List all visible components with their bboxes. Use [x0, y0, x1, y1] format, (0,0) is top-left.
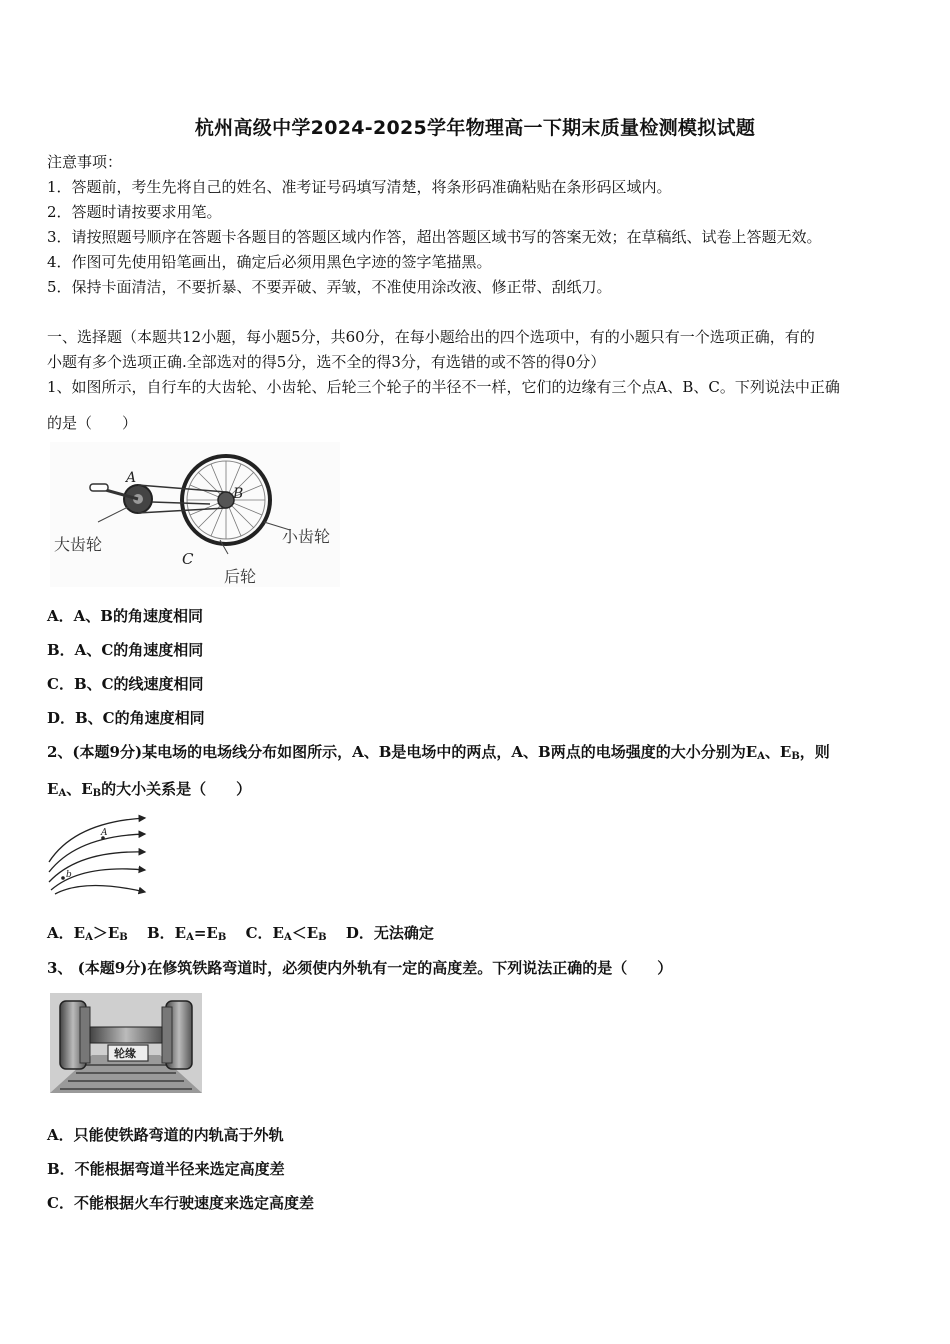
field-point-a-label: A [101, 828, 108, 838]
q1-stem-line-2: 的是（ ） [47, 414, 138, 432]
q2-options [47, 923, 448, 948]
notice-item-1: 1．答题前，考生先将自己的姓名、准考证号码填写清楚，将条形码准确粘贴在条形码区域内。 [47, 178, 672, 196]
wheel-flange-label: 轮缘 [114, 1047, 136, 1060]
q1-option-b: B．A、C的角速度相同 [47, 641, 204, 659]
field-point-b-label: b [66, 870, 72, 880]
notice-item-4: 4．作图可先使用铅笔画出，确定后必须用黑色字迹的签字笔描黑。 [47, 253, 492, 271]
electric-field-lines-figure [45, 812, 155, 898]
notice-heading: 注意事项： [47, 153, 123, 171]
q3-option-b: B．不能根据弯道半径来选定高度差 [47, 1160, 285, 1178]
q2-option-a: A．$E_A>E_B$ [47, 924, 128, 943]
q2-option-b: B．$E_A=E_B$ [146, 924, 227, 943]
rear-wheel-label: 后轮 [224, 567, 257, 586]
q1-option-d: D．B、C的角速度相同 [47, 709, 205, 727]
q2-option-d: D．无法确定 [345, 924, 434, 942]
q1-option-c: C．B、C的线速度相同 [47, 675, 204, 693]
figure-label-a: A [126, 470, 137, 486]
q3-option-c: C．不能根据火车行驶速度来选定高度差 [47, 1194, 314, 1212]
small-gear [218, 492, 234, 508]
notice-item-5: 5．保持卡面清洁，不要折暴、不要弄破、弄皱，不准使用涂改液、修正带、刮纸刀。 [47, 278, 612, 296]
notice-item-2: 2．答题时请按要求用笔。 [47, 203, 222, 221]
bicycle-gear-figure [50, 442, 340, 587]
field-line-2 [49, 834, 145, 872]
q2-stem-line-1: 2、(本题9分)某电场的电场线分布如图所示，A、B是电场中的两点，A、B两点的电场强度的大小分别为$E_A$、$E_B$，则 [47, 743, 830, 762]
q3-option-a: A．只能使铁路弯道的内轨高于外轨 [47, 1126, 284, 1144]
section-instructions-line-1: 一、选择题（本题共12小题，每小题5分，共60分，在每小题给出的四个选项中，有的小题只有一个选项正确，有的 [47, 328, 815, 346]
q2-stem-line-2: $E_A$、$E_B$的大小关系是（ ） [47, 780, 252, 799]
figure-label-c: C [182, 550, 194, 568]
field-line-5 [55, 885, 145, 894]
figure-label-b: B [233, 486, 244, 502]
big-gear-label: 大齿轮 [54, 535, 103, 554]
train-wheel-rail-figure [50, 993, 202, 1093]
notice-item-3: 3．请按照题号顺序在答题卡各题目的答题区域内作答，超出答题区域书写的答案无效；在草稿纸、试卷上答题无效。 [47, 228, 822, 246]
q2-option-c: C．$E_A<E_B$ [245, 924, 327, 943]
q1-option-a: A．A、B的角速度相同 [47, 607, 203, 625]
q1-stem-line-1: 1、如图所示，自行车的大齿轮、小齿轮、后轮三个轮子的半径不一样，它们的边缘有三个点A、B、C。下列说法中正确 [47, 378, 840, 396]
q3-stem-line-1: 3、 (本题9分)在修筑铁路弯道时，必须使内外轨有一定的高度差。下列说法正确的是（ ） [47, 959, 673, 977]
section-instructions-line-2: 小题有多个选项正确.全部选对的得5分，选不全的得3分，有选错的或不答的得0分） [47, 353, 606, 371]
page-title: 杭州高级中学2024-2025学年物理高一下期末质量检测模拟试题 [194, 117, 756, 139]
small-gear-label: 小齿轮 [282, 527, 331, 546]
